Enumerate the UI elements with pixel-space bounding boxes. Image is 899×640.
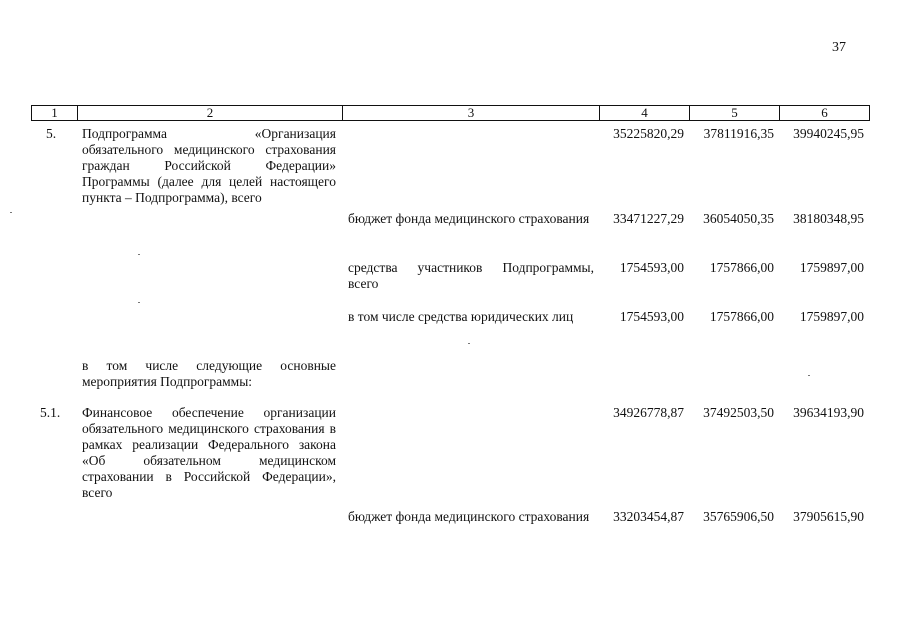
value-col-5: 1757866,00 <box>709 309 774 324</box>
row-number: 5.1. <box>40 405 61 420</box>
value-col-4: 34926778,87 <box>613 405 684 420</box>
value-col-5: 37492503,50 <box>703 405 774 420</box>
value-col-4: 1754593,00 <box>619 309 684 324</box>
value-col-4: 33471227,29 <box>613 211 684 226</box>
scan-speck <box>468 343 470 344</box>
value-col-4: 33203454,87 <box>613 509 684 524</box>
value-col-6: 39634193,90 <box>793 405 864 420</box>
funding-source: бюджет фонда медицинского страхования <box>348 211 590 226</box>
value-col-6: 38180348,95 <box>793 211 864 226</box>
row-number: 5. <box>46 126 57 141</box>
value-col-5: 37811916,35 <box>703 126 774 141</box>
scan-speck <box>10 212 12 213</box>
row-name: в том числе следующие основные мероприятия Подпрограммы: <box>82 358 336 389</box>
header-col-6: 6 <box>779 105 870 121</box>
funding-source: средства участников Подпрограммы, всего <box>348 260 594 291</box>
value-col-4: 35225820,29 <box>613 126 684 141</box>
row-name: Подпрограмма «Организация обязательного медицинского страхования граждан Российской Федерации» Программы (далее для целей настоящего пункта – Подпрограмма), всего <box>82 126 336 205</box>
funding-source: в том числе средства юридических лиц <box>348 309 574 324</box>
value-col-6: 1759897,00 <box>799 260 864 275</box>
value-col-5: 35765906,50 <box>703 509 774 524</box>
funding-source: бюджет фонда медицинского страхования <box>348 509 590 524</box>
page-number: 37 <box>832 40 846 55</box>
value-col-5: 36054050,35 <box>703 211 774 226</box>
value-col-6: 39940245,95 <box>793 126 864 141</box>
value-col-6: 1759897,00 <box>799 309 864 324</box>
value-col-6: 37905615,90 <box>793 509 864 524</box>
header-col-4: 4 <box>599 105 690 121</box>
value-col-5: 1757866,00 <box>709 260 774 275</box>
header-col-5: 5 <box>689 105 780 121</box>
value-col-4: 1754593,00 <box>619 260 684 275</box>
scan-speck <box>138 302 140 303</box>
row-name: Финансовое обеспечение организации обязательного медицинского страхования в рамках реализации Федерального закона «Об обязательном медицинском страховании в Российской Федерации», всего <box>82 405 336 500</box>
scan-speck <box>138 254 140 255</box>
header-col-3: 3 <box>342 105 600 121</box>
header-col-2: 2 <box>77 105 343 121</box>
header-col-1: 1 <box>31 105 78 121</box>
scan-speck <box>808 375 810 376</box>
